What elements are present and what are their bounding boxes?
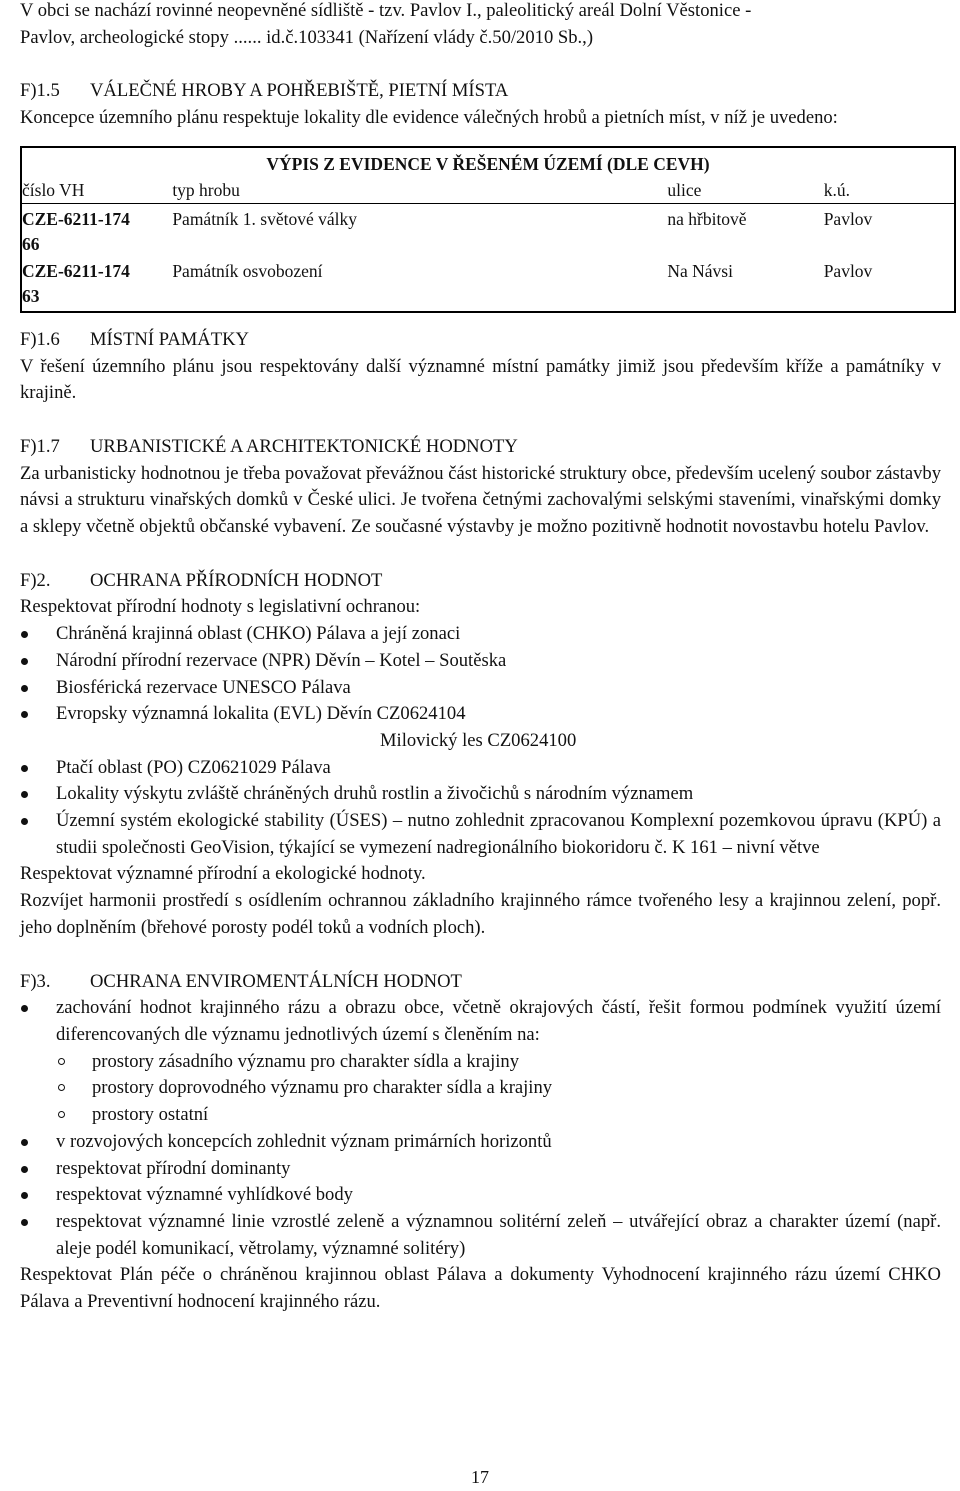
section-number: F)1.6 [20,328,60,350]
intro-line-2: Pavlov, archeologické stopy ...... id.č.103341 (Nařízení vlády č.50/2010 Sb.,) [20,26,594,48]
table-cell: Pavlov [823,260,873,281]
table-cell: Pavlov [823,208,873,229]
section-lead-2: Respektovat přírodní hodnoty s legislativní ochranou: [20,596,421,618]
list-item: v rozvojových koncepcích zohlednit význam primárních horizontů [20,1129,941,1156]
section-title: URBANISTICKÉ A ARCHITEKTONICKÉ HODNOTY [90,435,518,457]
table-caption: VÝPIS Z EVIDENCE V ŘEŠENÉM ÚZEMÍ (DLE CEVH) [266,153,710,174]
section-heading-1-6 [20,327,941,354]
section-title: MÍSTNÍ PAMÁTKY [90,328,249,350]
section-heading-2 [20,568,941,595]
list-item: respektovat významné linie vzrostlé zeleně a významnou solitérní zeleň – utvářející obraz a charakter území (např. aleje podél komunikací, větrolamy, významné solitéry) [20,1209,941,1262]
war-graves-table [20,146,956,313]
table-cell-vh [21,203,172,257]
section-text-1-6: V řešení územního plánu jsou respektovány další významné místní památky jimiž jsou především kříže a památníky v krajině. [20,355,941,404]
section-number: F)1.5 [20,80,60,102]
section-number: F)2. [20,569,51,591]
section-heading-1-7 [20,434,941,461]
sub-list-item: prostory ostatní [20,1102,941,1129]
section-heading-1-5 [20,78,941,105]
section-title: OCHRANA PŘÍRODNÍCH HODNOT [90,569,383,591]
section-closing: Respektovat Plán péče o chráněnou krajinnou oblast Pálava a dokumenty Vyhodnocení krajinného rázu území CHKO Pálava a Preventivní hodnocení krajinného rázu. [20,1264,941,1313]
table-header-cell: k.ú. [824,178,955,204]
section-title: OCHRANA ENVIROMENTÁLNÍCH HODNOT [90,970,462,992]
list-item: Lokality výskytu zvláště chráněných druhů rostlin a živočichů s národním významem [20,781,941,808]
protected-areas-list [20,621,941,861]
sub-list [20,1049,941,1129]
table-row [21,257,955,312]
list-item: respektovat přírodní dominanty [20,1156,941,1183]
sub-list-item: prostory doprovodného významu pro charakter sídla a krajiny [20,1075,941,1102]
section-paragraph: Rozvíjet harmonii prostředí s osídlením ochrannou základního krajinného rámce tvořeného lesy a krajinnou zelení, popř. jeho doplněním (břehové porosty podél toků a vodních ploch). [20,890,941,938]
table-header-row [21,178,955,204]
section-number: F)1.7 [20,435,60,457]
table-cell: Památník 1. světové války [172,208,358,229]
section-text-1-7: Za urbanisticky hodnotnou je třeba považovat převážnou část historické struktury obce, především ucelený soubor zástavby návsi a strukturu vinařských domků v České ulici. Je tvořena četnými zachovalými selskými staveními, vinařskými domky a sklepy včetně objektů občanské vybavení. Ze současné výstavby je možno pozitivně hodnotit novostavbu hotelu Pavlov. [20,462,941,538]
table-header-cell: typ hrobu [172,178,667,204]
vh-number: CZE-6211-17463 [22,260,130,306]
section-paragraph: Respektovat významné přírodní a ekologické hodnoty. [20,863,426,885]
list-item: Evropsky významná lokalita (EVL) Děvín CZ0624104 [20,701,941,728]
table-row [21,203,955,257]
table-cell-vh [21,257,172,312]
table-header-cell: ulice [667,178,823,204]
list-item: Národní přírodní rezervace (NPR) Děvín – Kotel – Soutěska [20,648,941,675]
list-item: zachování hodnot krajinného rázu a obrazu obce, včetně okrajových částí, řešit formou podmínek využití území diferencovaných dle významu jednotlivých území s členěním na: [20,995,941,1048]
list-item: Územní systém ekologické stability (ÚSES) – nutno zohlednit zpracovanou Komplexní pozemkovou úpravu (KPÚ) a studii společnosti GeoVision, týkající se vymezení nadregionálního biokoridoru č. K 161 – nivní větve [20,808,941,861]
list-item: Biosférická rezervace UNESCO Pálava [20,675,941,702]
section-number: F)3. [20,970,51,992]
list-item: Ptačí oblast (PO) CZ0621029 Pálava [20,755,941,782]
sub-list-item: prostory zásadního významu pro charakter sídla a krajiny [20,1049,941,1076]
vh-number: CZE-6211-17466 [22,208,130,254]
list-item: respektovat významné vyhlídkové body [20,1182,941,1209]
table-cell: Památník osvobození [172,260,323,281]
section-text-1-5: Koncepce územního plánu respektuje lokality dle evidence válečných hrobů a pietních míst, v níž je uvedeno: [20,107,838,129]
environmental-list [20,995,941,1048]
section-title: VÁLEČNÉ HROBY A POHŘEBIŠTĚ, PIETNÍ MÍSTA [90,80,509,102]
environmental-list-cont [20,1129,941,1263]
page-number: 17 [471,1467,489,1487]
table-cell: na hřbitově [667,208,747,229]
list-item: Chráněná krajinná oblast (CHKO) Pálava a její zonaci [20,621,941,648]
table-cell: Na Návsi [667,260,733,281]
table-header-cell: číslo VH [21,178,172,204]
document-page [20,0,941,1316]
list-item-continuation: Milovický les CZ0624100 [380,729,577,751]
intro-line-1: V obci se nachází rovinné neopevněné sídliště - tzv. Pavlov I., paleolitický areál Dolní Věstonice - [20,0,752,21]
section-heading-3 [20,969,941,996]
